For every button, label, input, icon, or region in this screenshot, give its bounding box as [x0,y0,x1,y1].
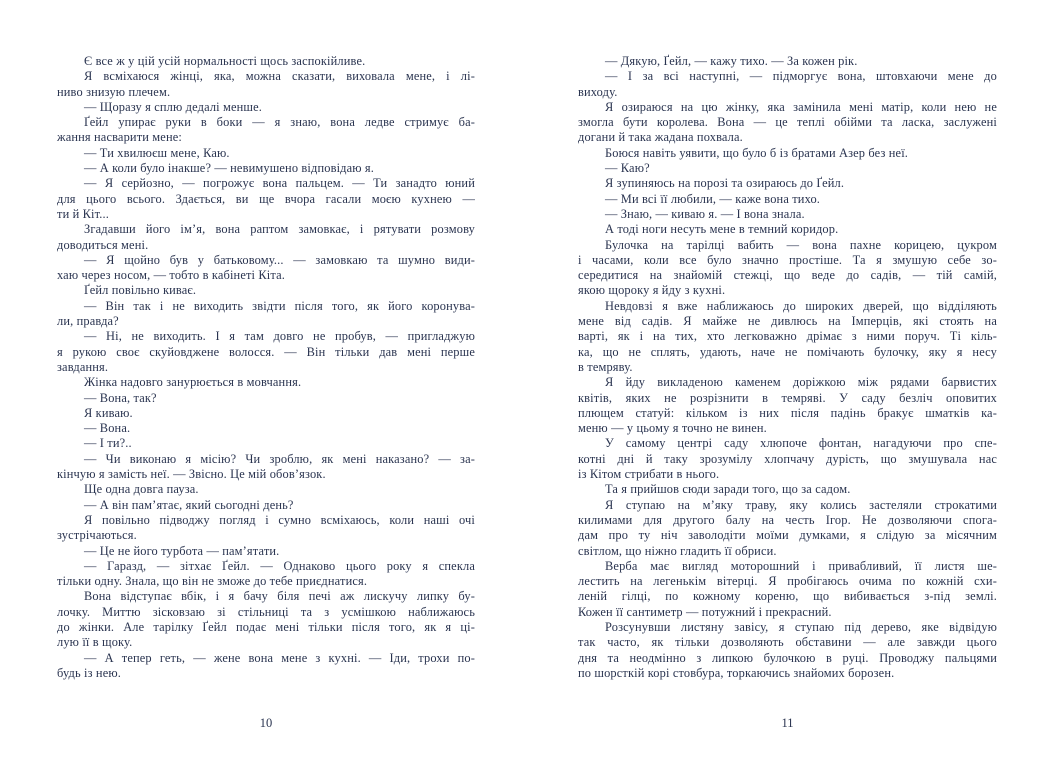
text-line: дам про ту ніч заволодіти моїми думками, я слідую за місячним [578,528,997,543]
text-line: тільки одну. Знала, що він не зможе до тебе приєднатися. [57,574,368,589]
text-line: Невдовзі я вже наближаюсь до широких дверей, що відділяють [605,298,997,313]
book-page-right [578,54,997,681]
text-line: жання насварити мене: [57,130,182,145]
text-line: килимами для другого балу на честь Ігор. Не дозволяючи спога- [578,512,997,527]
text-line: котні дні й таку зрозумілу хлопчачу дурість, що змушувала нас [578,451,997,466]
text-line: середитися на знайомій стежці, що веде до садів, — тій самій, [578,268,997,283]
page-number-left: 10 [259,716,273,730]
text-line: зустрічаються. [57,528,137,543]
text-line: в темряву. [578,359,633,374]
text-line: — А тепер геть, — жене вона мене з кухні. — Іди, трохи по- [84,650,475,665]
text-line: леній гілці, по кожному кореню, що вибивається з-під землі. [578,589,997,604]
text-line: світлом, що ніжно гладить її обриси. [578,543,777,558]
text-line: змогла бути королева. Вона — це теплі обійми та ласка, заслужені [578,115,997,130]
text-line: Я всміхаюся жінці, яка, можна сказати, виховала мене, і лі- [84,69,475,84]
text-line: — А він пам’ятає, який сьогодні день? [84,497,294,512]
text-line: Жінка надовго занурюється в мовчання. [84,375,302,390]
text-line: Я йду викладеною каменем доріжкою між рядами барвистих [605,375,997,390]
text-line: кінчую я замість неї. — Звісно. Це мій обов’язок. [57,467,326,482]
text-line: — Ні, не виходить. І я там довго не пробув, — пригладжую [84,329,475,344]
text-line: — Це не його турбота — пам’ятати. [84,543,280,558]
text-line: У самому центрі саду хлюпоче фонтан, нагадуючи про спе- [605,436,997,451]
text-line: мене від садів. Я майже не дивлюсь на Імперців, які стоять на [578,314,997,329]
text-line: я рукою своє скуйовджене волосся. — Він тільки дав мені перше [57,344,475,359]
text-line: квітів, яких не розрізнити в темряві. У саду безліч оповитих [578,390,997,405]
text-line: — Вона. [84,421,131,436]
text-line: якою щороку я йду з кухні. [578,283,726,298]
text-line: — А коли було інакше? — невимушено відповідаю я. [84,161,375,176]
text-line: із Кітом стрибати в нього. [578,467,720,482]
text-line: і часами, коли все було значно простіше. Та я змушую себе зо- [578,252,997,267]
page-right-text [578,54,997,681]
text-line: — Знаю, — киваю я. — І вона знала. [605,206,805,221]
text-line: будь із нею. [57,665,122,680]
text-line: Є все ж у цій усій нормальності щось заспокійливе. [84,54,366,68]
text-line: так часто, як тільки дозволяють обставини — але завжди цього [578,635,997,650]
text-line: Згадавши його ім’я, вона раптом замовкає, і рятувати розмову [84,222,475,237]
text-line: — Чи виконаю я місію? Чи зроблю, як мені наказано? — за- [84,451,475,466]
text-line: по шорсткій корі стовбура, торкаючись знайомих борозен. [578,665,895,680]
text-line: — Щоразу я сплю дедалі менше. [84,99,263,114]
text-line: ти й Кіт... [57,206,110,221]
text-line: завдання. [57,359,109,374]
text-line: Ще одна довга пауза. [84,482,199,497]
text-line: — Дякую, Ґейл, — кажу тихо. — За кожен рік. [605,54,858,68]
text-line: Та я прийшов сюди заради того, що за садом. [605,482,851,497]
text-line: Розсунувши листяну завісу, я ступаю під дерево, яке відвідую [605,619,997,634]
text-line: А тоді ноги несуть мене в темний коридор. [605,222,839,237]
text-line: виходу. [578,84,618,99]
text-line: до жінки. Але тарілку Ґейл подає мені тільки після того, як я ці- [57,619,475,634]
text-line: Ґейл повільно киває. [84,283,197,298]
text-line: лестить на легенькім вітерці. Я пробігаюсь очима по кожній схи- [578,574,997,589]
text-line: Я озираюся на цю жінку, яка замінила мені матір, коли нею не [605,99,997,114]
text-line: — Він так і не виходить звідти після того, як його коронува- [84,298,475,313]
text-line: ка, що не сплять, удають, наче не помічають булочку, яку я несу [578,344,997,359]
text-line: хаю через носом, — тобто в кабінеті Кіта. [57,268,286,283]
text-line: Кожен її сантиметр — потужний і прекрасний. [578,604,832,619]
text-line: ниво знизую плечем. [57,84,171,99]
book-page-left [57,54,475,681]
text-line: — Ти хвилюєш мене, Каю. [84,145,230,160]
text-line: Булочка на тарілці вабить — вона пахне корицею, цукром [605,237,997,252]
text-line: — Каю? [605,161,650,176]
text-line: плющем статуй: кільком із них після падінь бракує шматків ка- [578,405,997,420]
text-line: для цього всього. Здається, ви ще вчора гасали моєю кухнею — [57,191,475,206]
text-line: меню — у цьому я точно не винен. [578,421,767,436]
text-line: Боюся навіть уявити, що було б із братами Азер без неї. [605,145,909,160]
text-line: — Ми всі її любили, — каже вона тихо. [605,191,821,206]
page-left-text [57,54,475,681]
text-line: — Я серйозно, — погрожує вона пальцем. — Ти занадто юний [84,176,475,191]
text-line: лую її в щоку. [57,635,133,650]
text-line: догани й така жадана похвала. [578,130,743,145]
text-line: варті, як і на тих, хто легковажно дрімає з ними поруч. Ті кіль- [578,329,997,344]
text-line: доводиться мені. [57,237,149,252]
text-line: — І ти?.. [84,436,132,451]
text-line: Я зупиняюсь на порозі та озираюсь до Ґейл. [605,176,845,191]
text-line: — Я щойно був у батьковому... — замовкаю та шумно види- [84,252,475,267]
text-line: — І за всі наступні, — підморгує вона, штовхаючи мене до [605,69,997,84]
text-line: лочку. Миттю зісковзаю зі стільниці та з усмішкою наближаюсь [57,604,475,619]
text-line: Я ступаю на м’яку траву, яку колись застеляли строкатими [605,497,997,512]
text-line: Вона відступає вбік, і я бачу біля печі аж лискучу липку бу- [84,589,475,604]
text-line: ли, правда? [57,314,119,329]
text-line: Верба має вигляд моторошний і привабливий, її листя ше- [605,558,997,573]
text-line: Я киваю. [84,405,133,420]
page-number-right: 11 [781,716,794,730]
text-line: — Вона, так? [84,390,157,405]
text-line: — Гаразд, — зітхає Ґейл. — Однаково цього року я спекла [84,558,475,573]
text-line: Я повільно підводжу погляд і сумно всміхаюсь, коли наші очі [84,512,475,527]
text-line: дня та неодмінно з липкою булочкою в руці. Проводжу пальцями [578,650,997,665]
text-line: Ґейл упирає руки в боки — я знаю, вона ледве стримує ба- [84,115,475,130]
